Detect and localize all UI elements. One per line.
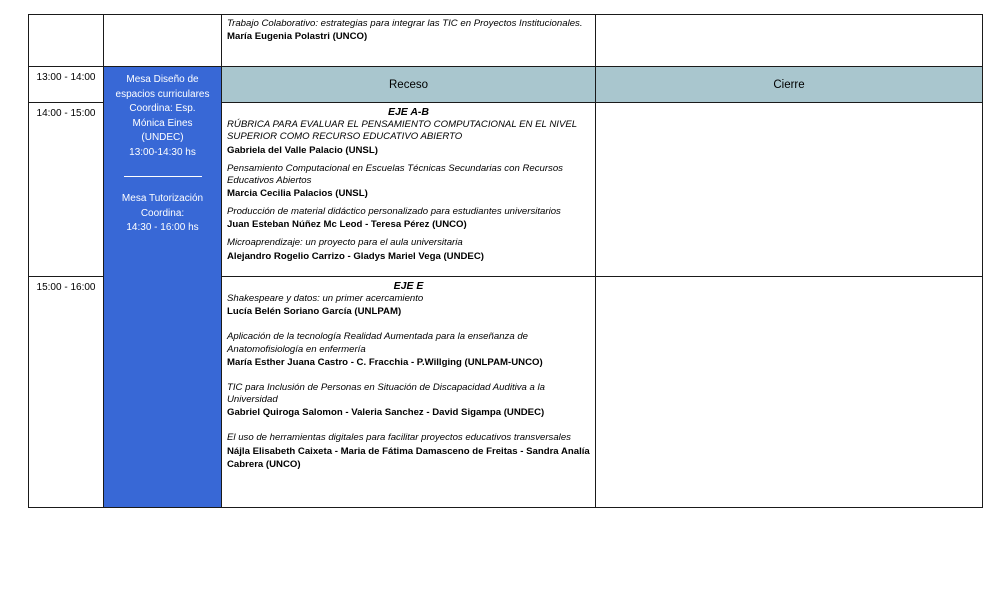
receso-cell: Receso: [222, 67, 596, 103]
talk-authors: Gabriela del Valle Palacio (UNSL): [227, 144, 378, 156]
schedule-table: [28, 14, 983, 508]
time-cell: 13:00 - 14:00: [29, 67, 104, 103]
talk-title: Pensamiento Computacional en Escuelas Técnicas Secundarias con Recursos Educativos Abiertos: [227, 162, 563, 186]
talk-authors: Nájla Elisabeth Caixeta - Maria de Fátima Damasceno de Freitas - Sandra Analía Cabrera (UNCO): [227, 445, 590, 470]
talk-title: Shakespeare y datos: un primer acercamiento: [227, 293, 424, 304]
divider: [124, 176, 202, 177]
table-row: [29, 67, 983, 103]
eje-heading: EJE A-B: [387, 106, 430, 118]
empty-cell: [104, 15, 222, 67]
mesa-diseno-line: (UNDEC): [141, 132, 184, 143]
talk-title: Producción de material didáctico personalizado para estudiantes universitarios: [227, 206, 561, 218]
mesa-diseno-line: Coordina: Esp.: [129, 103, 196, 114]
cierre-cell: Cierre: [596, 67, 983, 103]
mesa-tutorizacion-line: 14:30 - 16:00 hs: [126, 222, 199, 233]
talk-authors: María Eugenia Polastri (UNCO): [227, 31, 368, 43]
session-cell: [222, 15, 596, 67]
mesa-diseno-line: Mónica Eines: [132, 117, 193, 129]
session-cell: [222, 277, 596, 508]
talk-title: RÚBRICA PARA EVALUAR EL PENSAMIENTO COMPUTACIONAL EN EL NIVEL SUPERIOR COMO RECURSO EDUCATIVO ABIERTO: [227, 119, 577, 143]
coordination-cell: [104, 67, 222, 508]
eje-heading: EJE E: [393, 280, 424, 292]
talk-authors: María Esther Juana Castro - C. Fracchia - P.Willging (UNLPAM-UNCO): [227, 356, 543, 368]
talk-title: El uso de herramientas digitales para facilitar proyectos educativos transversales: [227, 432, 571, 444]
session-cell: [222, 103, 596, 277]
mesa-tutorizacion-line: Coordina:: [140, 207, 185, 219]
time-cell: 14:00 - 15:00: [29, 103, 104, 277]
mesa-tutorizacion-line: Mesa Tutorización: [121, 193, 204, 204]
talk-authors: Alejandro Rogelio Carrizo - Gladys Mariel Vega (UNDEC): [227, 250, 484, 262]
empty-cell: [596, 103, 983, 277]
empty-cell: [596, 277, 983, 508]
talk-title: Aplicación de la tecnología Realidad Aumentada para la enseñanza de Anatomofisiología en enfermería: [227, 331, 528, 355]
talk-authors: Marcia Cecilia Palacios (UNSL): [227, 188, 368, 200]
talk-title: Microaprendizaje: un proyecto para el aula universitaria: [227, 237, 463, 249]
talk-authors: Juan Esteban Núñez Mc Leod - Teresa Pérez (UNCO): [227, 219, 467, 231]
talk-authors: Lucía Belén Soriano García (UNLPAM): [227, 306, 402, 318]
table-row: [29, 15, 983, 67]
time-cell: 15:00 - 16:00: [29, 277, 104, 508]
mesa-diseno-line: Mesa Diseño de: [126, 74, 199, 85]
empty-cell: [596, 15, 983, 67]
time-cell: [29, 15, 104, 67]
talk-title: TIC para Inclusión de Personas en Situación de Discapacidad Auditiva a la Universidad: [227, 381, 546, 406]
talk-authors: Gabriel Quiroga Salomon - Valeria Sanchez - David Sigampa (UNDEC): [227, 407, 545, 419]
mesa-diseno-line: espacios curriculares: [115, 88, 210, 100]
mesa-diseno-line: 13:00-14:30 hs: [129, 146, 196, 158]
talk-title: Trabajo Colaborativo: estrategias para integrar las TIC en Proyectos Institucionales.: [227, 18, 583, 29]
